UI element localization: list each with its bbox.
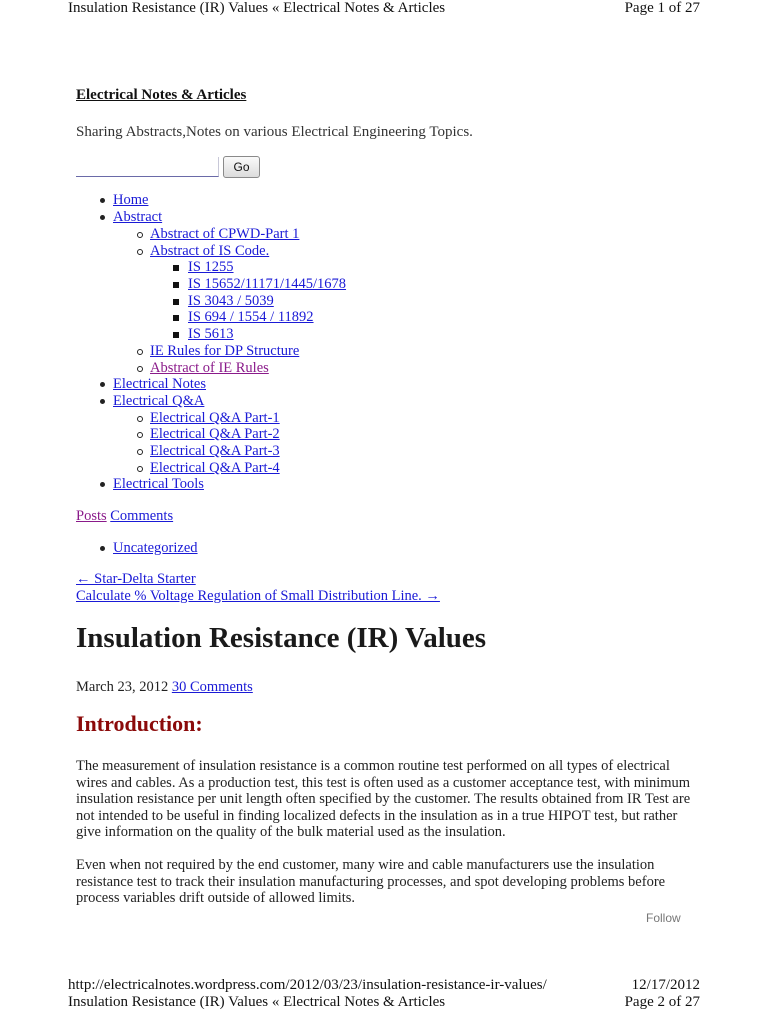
pdf-header-title-page2: Insulation Resistance (IR) Values « Electrical Notes & Articles bbox=[68, 994, 446, 1010]
feed-links bbox=[76, 508, 173, 525]
post-paragraph: The measurement of insulation resistance is a common routine test performed on all types of electrical wires and cables. As a production test, this test is often used as a customer acceptance test, with minimum insulation resistance per unit length often specified by the customer. The results obtained from IR Test are not intended to be useful in finding localized defects in the insulation as in a true HIPOT test, but rather give information on the quality of the bulk material used as the insulation. bbox=[76, 758, 691, 840]
post-meta bbox=[76, 679, 253, 696]
circle-bullet-icon bbox=[137, 466, 143, 472]
bullet-icon bbox=[100, 546, 105, 551]
post-date: March 23, 2012 bbox=[76, 679, 169, 695]
circle-bullet-icon bbox=[137, 232, 143, 238]
nav-link-is-694[interactable]: IS 694 / 1554 / 11892 bbox=[188, 309, 314, 325]
nav-link-qa-part3[interactable]: Electrical Q&A Part-3 bbox=[150, 443, 280, 459]
pdf-header-page-number: Page 1 of 27 bbox=[624, 0, 700, 16]
pdf-footer-url: http://electricalnotes.wordpress.com/2012/03/23/insulation-resistance-ir-values/ bbox=[68, 977, 547, 993]
pdf-footer-date: 12/17/2012 bbox=[631, 977, 700, 993]
square-bullet-icon bbox=[173, 332, 179, 338]
circle-bullet-icon bbox=[137, 366, 143, 372]
next-post-link[interactable] bbox=[76, 588, 440, 605]
follow-button[interactable]: Follow bbox=[646, 911, 681, 925]
nav-link-abstract[interactable]: Abstract bbox=[113, 209, 163, 225]
posts-feed-link[interactable]: Posts bbox=[76, 508, 107, 524]
bullet-icon bbox=[100, 215, 105, 220]
square-bullet-icon bbox=[173, 265, 179, 271]
pdf-header-page-number-page2: Page 2 of 27 bbox=[624, 994, 700, 1010]
comments-link[interactable]: 30 Comments bbox=[171, 679, 253, 695]
circle-bullet-icon bbox=[137, 249, 143, 255]
search-input[interactable] bbox=[76, 157, 219, 177]
post-paragraph: Even when not required by the end customer, many wire and cable manufacturers use the insulation resistance test to track their insulation manufacturing processes, and spot developing problems before process variables drift outside of allowed limits. bbox=[76, 857, 666, 906]
pdf-header-title: Insulation Resistance (IR) Values « Electrical Notes & Articles bbox=[68, 0, 446, 16]
nav-link-abstract-cpwd[interactable]: Abstract of CPWD-Part 1 bbox=[150, 226, 300, 242]
circle-bullet-icon bbox=[137, 432, 143, 438]
site-tagline: Sharing Abstracts,Notes on various Electrical Engineering Topics. bbox=[76, 124, 473, 140]
nav-link-qa-part4[interactable]: Electrical Q&A Part-4 bbox=[150, 460, 280, 476]
prev-post-label[interactable]: ← Star-Delta Starter bbox=[76, 571, 196, 587]
next-post-label[interactable]: Calculate % Voltage Regulation of Small Distribution Line. → bbox=[76, 588, 440, 604]
square-bullet-icon bbox=[173, 282, 179, 288]
bullet-icon bbox=[100, 198, 105, 203]
category-link-uncategorized[interactable]: Uncategorized bbox=[113, 540, 198, 556]
search-go-button[interactable]: Go bbox=[223, 156, 260, 178]
circle-bullet-icon bbox=[137, 349, 143, 355]
nav-link-electrical-notes[interactable]: Electrical Notes bbox=[113, 376, 206, 392]
nav-link-electrical-qa[interactable]: Electrical Q&A bbox=[113, 393, 205, 409]
section-heading: Introduction: bbox=[76, 711, 203, 736]
bullet-icon bbox=[100, 382, 105, 387]
nav-link-is-3043[interactable]: IS 3043 / 5039 bbox=[188, 293, 274, 309]
nav-link-is-15652[interactable]: IS 15652/11171/1445/1678 bbox=[188, 276, 347, 292]
nav-link-ie-rules-dp[interactable]: IE Rules for DP Structure bbox=[150, 343, 300, 359]
square-bullet-icon bbox=[173, 299, 179, 305]
circle-bullet-icon bbox=[137, 416, 143, 422]
nav-link-home[interactable]: Home bbox=[113, 192, 149, 208]
nav-link-electrical-tools[interactable]: Electrical Tools bbox=[113, 476, 204, 492]
comments-feed-link[interactable]: Comments bbox=[110, 508, 174, 524]
bullet-icon bbox=[100, 482, 105, 487]
circle-bullet-icon bbox=[137, 449, 143, 455]
nav-link-abstract-is-code[interactable]: Abstract of IS Code. bbox=[150, 243, 270, 259]
nav-link-abstract-ie-rules[interactable]: Abstract of IE Rules bbox=[150, 360, 269, 376]
square-bullet-icon bbox=[173, 315, 179, 321]
nav-link-qa-part2[interactable]: Electrical Q&A Part-2 bbox=[150, 426, 280, 442]
post-title: Insulation Resistance (IR) Values bbox=[76, 622, 487, 654]
nav-link-is-5613[interactable]: IS 5613 bbox=[188, 326, 234, 342]
bullet-icon bbox=[100, 399, 105, 404]
nav-link-qa-part1[interactable]: Electrical Q&A Part-1 bbox=[150, 410, 280, 426]
nav-link-is-1255[interactable]: IS 1255 bbox=[188, 259, 234, 275]
site-title-link[interactable]: Electrical Notes & Articles bbox=[76, 87, 247, 103]
prev-post-link[interactable] bbox=[76, 571, 196, 588]
